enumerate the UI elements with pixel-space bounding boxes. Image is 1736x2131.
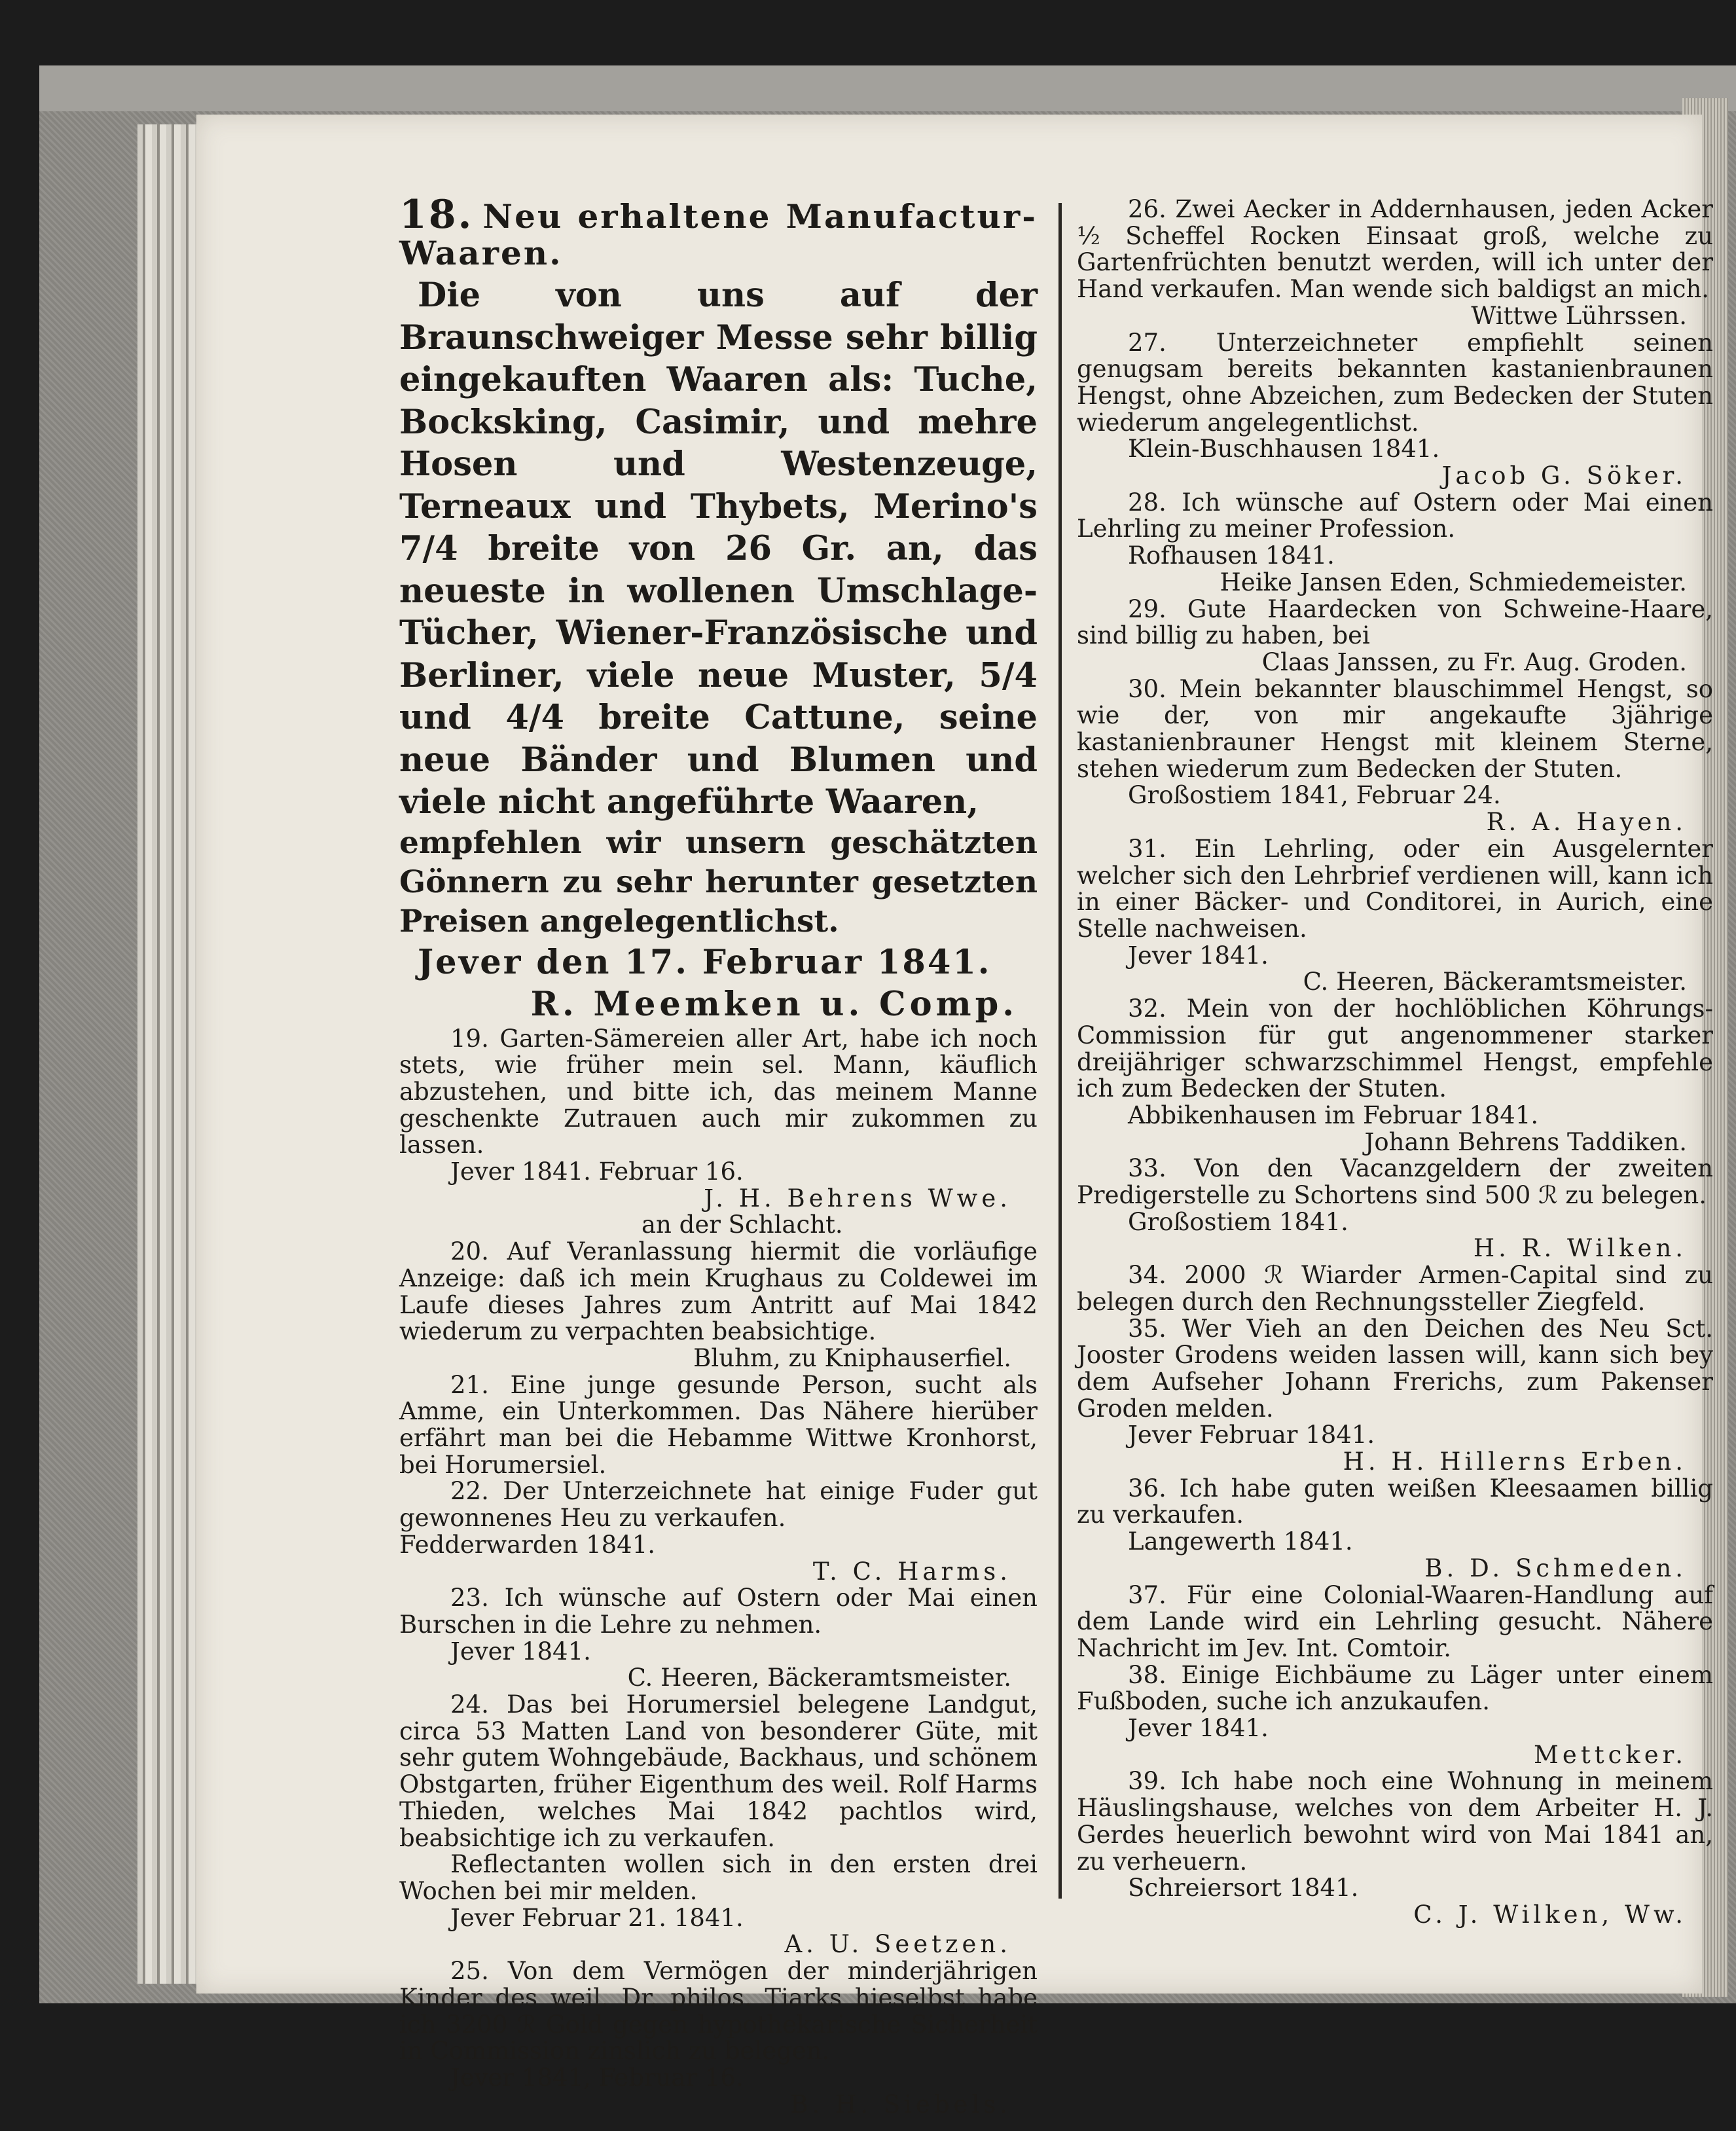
advert-31 bbox=[1077, 836, 1713, 996]
advert-signature: H. R. Wilken. bbox=[1473, 1234, 1687, 1263]
advert-29 bbox=[1077, 596, 1713, 676]
advert-place-date: Jever Februar 1841. bbox=[1128, 1421, 1375, 1449]
advert-36 bbox=[1077, 1476, 1713, 1582]
advert-body-2: empfehlen wir unsern geschätzten Gönnern zu sehr herunter gesetzten Preisen angelegentlichst. bbox=[399, 824, 1038, 939]
advert-text: 26. Zwei Aecker in Addernhausen, jeden Acker ½ Scheffel Rocken Einsaat groß, welche zu Gartenfrüchten benutzt werden, will ich unter der Hand verkaufen. Man wende sich baldigst an mich. bbox=[1077, 195, 1713, 304]
advert-place-date: Abbikenhausen im Februar 1841. bbox=[1128, 1101, 1539, 1129]
advert-signature-note: an der Schlacht. bbox=[642, 1211, 843, 1239]
advert-signature: Jacob G. Söker. bbox=[1441, 462, 1687, 490]
advert-signature: R. Meemken u. Comp. bbox=[530, 985, 1018, 1024]
advert-signature: J. H. Behrens Wwe. bbox=[704, 1184, 1011, 1212]
advert-place-date: Jever 1841. bbox=[1128, 941, 1269, 970]
advert-text: 32. Mein von der hochlöblichen Köhrungs-Commission für gut angenommener starker dreijähriger schwarzschimmel Hengst, empfehle ich zum Bedecken der Stuten. bbox=[1077, 994, 1713, 1103]
advert-place-date: Jever 1841, Februar 16. bbox=[450, 2063, 744, 2092]
advert-place-date: Großostiem 1841, Februar 24. bbox=[1128, 781, 1501, 810]
advert-signature: C. Heeren, Bäckeramtsmeister. bbox=[627, 1664, 1011, 1692]
advert-26 bbox=[1077, 196, 1713, 330]
advert-text: 21. Eine junge gesunde Person, sucht als Amme, ein Unterkommen. Das Nähere hierüber erfährt man bei die Hebamme Wittwe Kronhorst, bei Horumersiel. bbox=[399, 1370, 1038, 1479]
column-divider bbox=[1058, 203, 1062, 1899]
advert-place-date: Großostiem 1841. bbox=[1128, 1207, 1348, 1236]
advert-text: 31. Ein Lehrling, oder ein Ausgelernter welcher sich den Lehrbrief verdienen will, kann ich in einer Bäcker- und Conditorei, in Aurich, eine Stelle nachweisen. bbox=[1077, 834, 1713, 943]
advert-heading bbox=[399, 192, 1038, 272]
advert-37 bbox=[1077, 1582, 1713, 1662]
advert-38 bbox=[1077, 1662, 1713, 1769]
advert-text: 23. Ich wünsche auf Ostern oder Mai einen Burschen in die Lehre zu nehmen. bbox=[399, 1584, 1038, 1639]
advert-25 bbox=[399, 1958, 1038, 2118]
advert-signature: Mettcker. bbox=[1534, 1740, 1687, 1769]
book-cover-top-edge bbox=[39, 65, 1736, 111]
left-column bbox=[399, 192, 1038, 2119]
advert-signature: A. U. Seetzen. bbox=[784, 1930, 1011, 1959]
advert-place-date: Jever den 17. Februar 1841. bbox=[418, 942, 992, 982]
advert-text-2: Reflectanten wollen sich in den ersten drei Wochen bei mir melden. bbox=[399, 1850, 1038, 1905]
advert-signature: H. H. Hillerns Erben. bbox=[1343, 1448, 1687, 1476]
advert-text: 33. Von den Vacanzgeldern der zweiten Predigerstelle zu Schortens sind 500 ℛ zu belegen. bbox=[1077, 1154, 1713, 1210]
advert-27 bbox=[1077, 330, 1713, 490]
advert-place-date: Klein-Buschhausen 1841. bbox=[1128, 435, 1440, 464]
advert-signature: Claas Janssen, zu Fr. Aug. Groden. bbox=[1261, 647, 1687, 676]
advert-title: Neu erhaltene Manufactur-Waaren. bbox=[399, 197, 1038, 272]
advert-text: 38. Einige Eichbäume zu Läger unter einem Fußboden, suche ich anzukaufen. bbox=[1077, 1660, 1713, 1716]
right-column bbox=[1077, 196, 1713, 1929]
advert-text: 25. Von dem Vermögen der minderjährigen Kinder des weil. Dr. philos. Tiarks hieselbst habe ich 3200 ℛ Gold gegen hypothekarische Sicherheit in Commission zinslich zu belegen. bbox=[399, 1957, 1038, 2066]
advert-23 bbox=[399, 1585, 1038, 1692]
advert-24 bbox=[399, 1692, 1038, 1958]
advert-signature: T. C. Harms. bbox=[812, 1557, 1011, 1586]
advert-signature: Wittwe Lührssen. bbox=[1471, 301, 1687, 330]
advert-place-date: Jever 1841. bbox=[1128, 1714, 1269, 1743]
advert-18 bbox=[399, 192, 1038, 1026]
advert-30 bbox=[1077, 676, 1713, 836]
advert-text: 22. Der Unterzeichnete hat einige Fuder gut gewonnenes Heu zu verkaufen. bbox=[399, 1477, 1038, 1533]
advert-place-date: Jever 1841. bbox=[450, 1637, 591, 1666]
advert-text: 35. Wer Vieh an den Deichen des Neu Sct. Jooster Grodens weiden lassen will, kann sich bey dem Aufseher Johann Frerichs, zum Pakenser Groden melden. bbox=[1077, 1314, 1713, 1423]
advert-signature: B. D. Schmeden. bbox=[1424, 1554, 1687, 1582]
advert-22 bbox=[399, 1478, 1038, 1585]
advert-signature: R. A. Hayen. bbox=[1486, 808, 1687, 837]
advert-text: 24. Das bei Horumersiel belegene Landgut, circa 53 Matten Land von besonderer Güte, mit sehr gutem Wohngebäude, Backhaus, und schönem Obstgarten, früher Eigenthum des weil. Rolf Harms Thieden, welches Mai 1842 pachtlos wird, beabsichtige ich zu verkaufen. bbox=[399, 1690, 1038, 1852]
advert-35 bbox=[1077, 1316, 1713, 1476]
advert-text: 37. Für eine Colonial-Waaren-Handlung auf dem Lande wird ein Lehrling gesucht. Nähere Nachricht im Jev. Int. Comtoir. bbox=[1077, 1580, 1713, 1662]
advert-place-date: Jever 1841. Februar 16. bbox=[450, 1157, 744, 1186]
advert-text: 20. Auf Veranlassung hiermit die vorläufige Anzeige: daß ich mein Krughaus zu Coldewei im Laufe dieses Jahres zum Antritt auf Mai 1842 wiederum zu verpachten beabsichtige. bbox=[399, 1237, 1038, 1346]
advert-text: 19. Garten-Sämereien aller Art, habe ich noch stets, wie früher mein sel. Mann, käuflich abzustehen, und bitte ich, das meinem Manne geschenkte Zutrauen auch mir zukommen zu lassen. bbox=[399, 1024, 1038, 1159]
advert-signature: Johann Behrens Taddiken. bbox=[1364, 1127, 1687, 1156]
advert-signature: Heike Jansen Eden, Schmiedemeister. bbox=[1220, 568, 1687, 596]
advert-place-date: Schreiersort 1841. bbox=[1128, 1874, 1359, 1903]
advert-28 bbox=[1077, 490, 1713, 596]
advert-text: 30. Mein bekannter blauschimmel Hengst, so wie der, von mir angekaufte 3jährige kastanienbrauner Hengst mit kleinem Sterne, stehen wiederum zum Bedecken der Stuten. bbox=[1077, 674, 1713, 783]
advert-signature: B. H. Siebels. bbox=[790, 2090, 1011, 2119]
advert-33 bbox=[1077, 1156, 1713, 1262]
advert-19 bbox=[399, 1026, 1038, 1239]
advert-place-date: Langewerth 1841. bbox=[1128, 1527, 1353, 1556]
advert-39 bbox=[1077, 1768, 1713, 1928]
advert-text: 36. Ich habe guten weißen Kleesaamen billig zu verkaufen. bbox=[1077, 1474, 1713, 1529]
advert-text: 28. Ich wünsche auf Ostern oder Mai einen Lehrling zu meiner Profession. bbox=[1077, 488, 1713, 543]
advert-21 bbox=[399, 1372, 1038, 1479]
advert-text: 29. Gute Haardecken von Schweine-Haare, sind billig zu haben, bei bbox=[1077, 594, 1713, 650]
advert-32 bbox=[1077, 996, 1713, 1156]
advert-34 bbox=[1077, 1262, 1713, 1315]
advert-text: 27. Unterzeichneter empfiehlt seinen genugsam bereits bekannten kastanienbraunen Hengst, ohne Abzeichen, zum Bedecken der Stuten wiederum angelegentlichst. bbox=[1077, 328, 1713, 437]
advert-signature: Bluhm, zu Kniphauserfiel. bbox=[693, 1343, 1011, 1372]
advert-20 bbox=[399, 1239, 1038, 1372]
advert-number: 18. bbox=[399, 192, 474, 238]
advert-text: 39. Ich habe noch eine Wohnung in meinem Häuslingshause, welches von dem Arbeiter H. J. Gerdes heuerlich bewohnt wird von Mai 1841 an, zu verheuern. bbox=[1077, 1767, 1713, 1876]
advert-text: 34. 2000 ℛ Wiarder Armen-Capital sind zu belegen durch den Rechnungssteller Ziegfeld. bbox=[1077, 1261, 1713, 1316]
advert-place-date: Fedderwarden 1841. bbox=[399, 1530, 656, 1559]
advert-place-date: Jever Februar 21. 1841. bbox=[450, 1903, 744, 1932]
advert-body: Die von uns auf der Braunschweiger Messe sehr billig eingekauften Waaren als: Tuche, Bocksking, Casimir, und mehre Hosen und Westenzeuge, Terneaux und Thybets, Merino's 7/4 breite von 26 Gr. an, das neueste in wollenen Umschlage-Tücher, Wiener-Französische und Berliner, viele neue Muster, 5/4 und 4/4 breite Cattune, seine neue Bänder und Blumen und viele nicht angeführte Waaren, bbox=[399, 276, 1038, 822]
advert-signature: C. Heeren, Bäckeramtsmeister. bbox=[1303, 968, 1687, 996]
advert-signature: C. J. Wilken, Ww. bbox=[1413, 1901, 1687, 1929]
advert-place-date: Rofhausen 1841. bbox=[1128, 541, 1335, 570]
